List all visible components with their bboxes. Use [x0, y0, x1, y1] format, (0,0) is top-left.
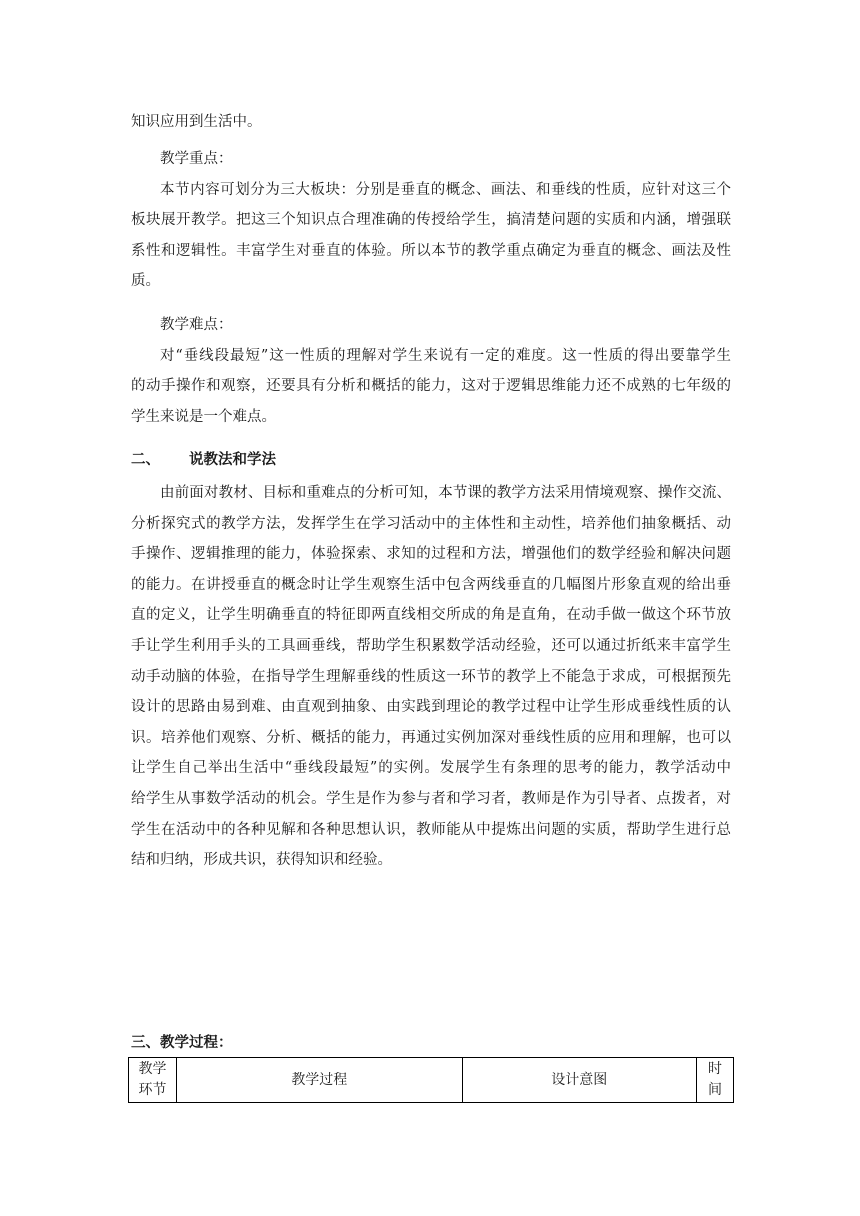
focus-section: [131, 144, 731, 297]
intro-line: 知识应用到生活中。: [131, 114, 262, 130]
focus-line: 质。: [131, 273, 160, 290]
section2-line: 识。培养他们观察、分析、概括的能力，再通过实例加深对垂线性质的应用和理解，也可以: [131, 729, 731, 746]
section2-paragraph: [131, 478, 731, 876]
header-teaching-process: 教学过程: [177, 1058, 462, 1103]
focus-line: 系性和逻辑性。丰富学生对垂直的体验。所以本节的教学重点确定为垂直的概念、画法及性: [131, 242, 731, 259]
section2-number: 二、: [131, 451, 160, 468]
section2-line: 直的定义，让学生明确垂直的特征即两直线相交所成的角是直角，在动手做一做这个环节放: [131, 607, 731, 624]
difficulty-label: 教学难点：: [160, 317, 233, 333]
table-header-row: [129, 1058, 734, 1103]
section2-line: 设计的思路由易到难、由直观到抽象、由实践到理论的教学过程中让学生形成垂线性质的认: [131, 699, 731, 716]
intro-paragraph: [131, 107, 731, 138]
section2-line: 手操作、逻辑推理的能力，体验探索、求知的过程和方法，增强他们的数学经验和解决问题: [131, 546, 731, 563]
header-time: 时间: [696, 1058, 733, 1103]
focus-label: 教学重点：: [160, 151, 233, 167]
focus-line: 板块展开教学。把这三个知识点合理准确的传授给学生，搞清楚问题的实质和内涵，增强联: [131, 212, 731, 229]
section2-line: 由前面对教材、目标和重难点的分析可知，本节课的教学方法采用情境观察、操作交流、: [160, 485, 731, 501]
section2-line: 动手动脑的体验，在指导学生理解垂线的性质这一环节的教学上不能急于求成，可根据预先: [131, 668, 731, 685]
focus-line: 本节内容可划分为三大板块：分别是垂直的概念、画法、和垂线的性质，应针对这三个: [160, 181, 731, 198]
section2-line: 手让学生利用手头的工具画垂线，帮助学生积累数学活动经验，还可以通过折纸来丰富学生: [131, 637, 731, 654]
difficulty-line: 的动手操作和观察，还要具有分析和概括的能力，这对于逻辑思维能力还不成熟的七年级的: [131, 378, 731, 395]
difficulty-line: 学生来说是一个难点。: [131, 408, 276, 425]
section2-heading: [131, 448, 276, 469]
section2-line: 让学生自己举出生活中“垂线段最短”的实例。发展学生有条理的思考的能力，教学活动中: [131, 760, 731, 777]
header-design-intent: 设计意图: [462, 1058, 696, 1103]
difficulty-section: [131, 310, 731, 432]
section2-title: 说教法和学法: [189, 451, 276, 468]
header-teaching-stage: 教学环节: [129, 1058, 177, 1103]
section2-line: 分析探究式的教学方法，发挥学生在学习活动中的主体性和主动性，培养他们抽象概括、动: [131, 515, 731, 532]
section2-line: 学生在活动中的各种见解和各种思想认识，教师能从中提炼出问题的实质，帮助学生进行总: [131, 821, 731, 838]
difficulty-line: 对“垂线段最短”这一性质的理解对学生来说有一定的难度。这一性质的得出要靠学生: [160, 347, 731, 364]
section2-line: 给学生从事数学活动的机会。学生是作为参与者和学习者，教师是作为引导者、点拨者，对: [131, 790, 731, 807]
section3-heading: 三、教学过程：: [131, 1034, 233, 1051]
teaching-process-table: [128, 1057, 734, 1103]
section2-line: 的能力。在讲授垂直的概念时让学生观察生活中包含两线垂直的几幅图片形象直观的给出垂: [131, 576, 731, 593]
section2-line: 结和归纳，形成共识，获得知识和经验。: [131, 852, 392, 869]
